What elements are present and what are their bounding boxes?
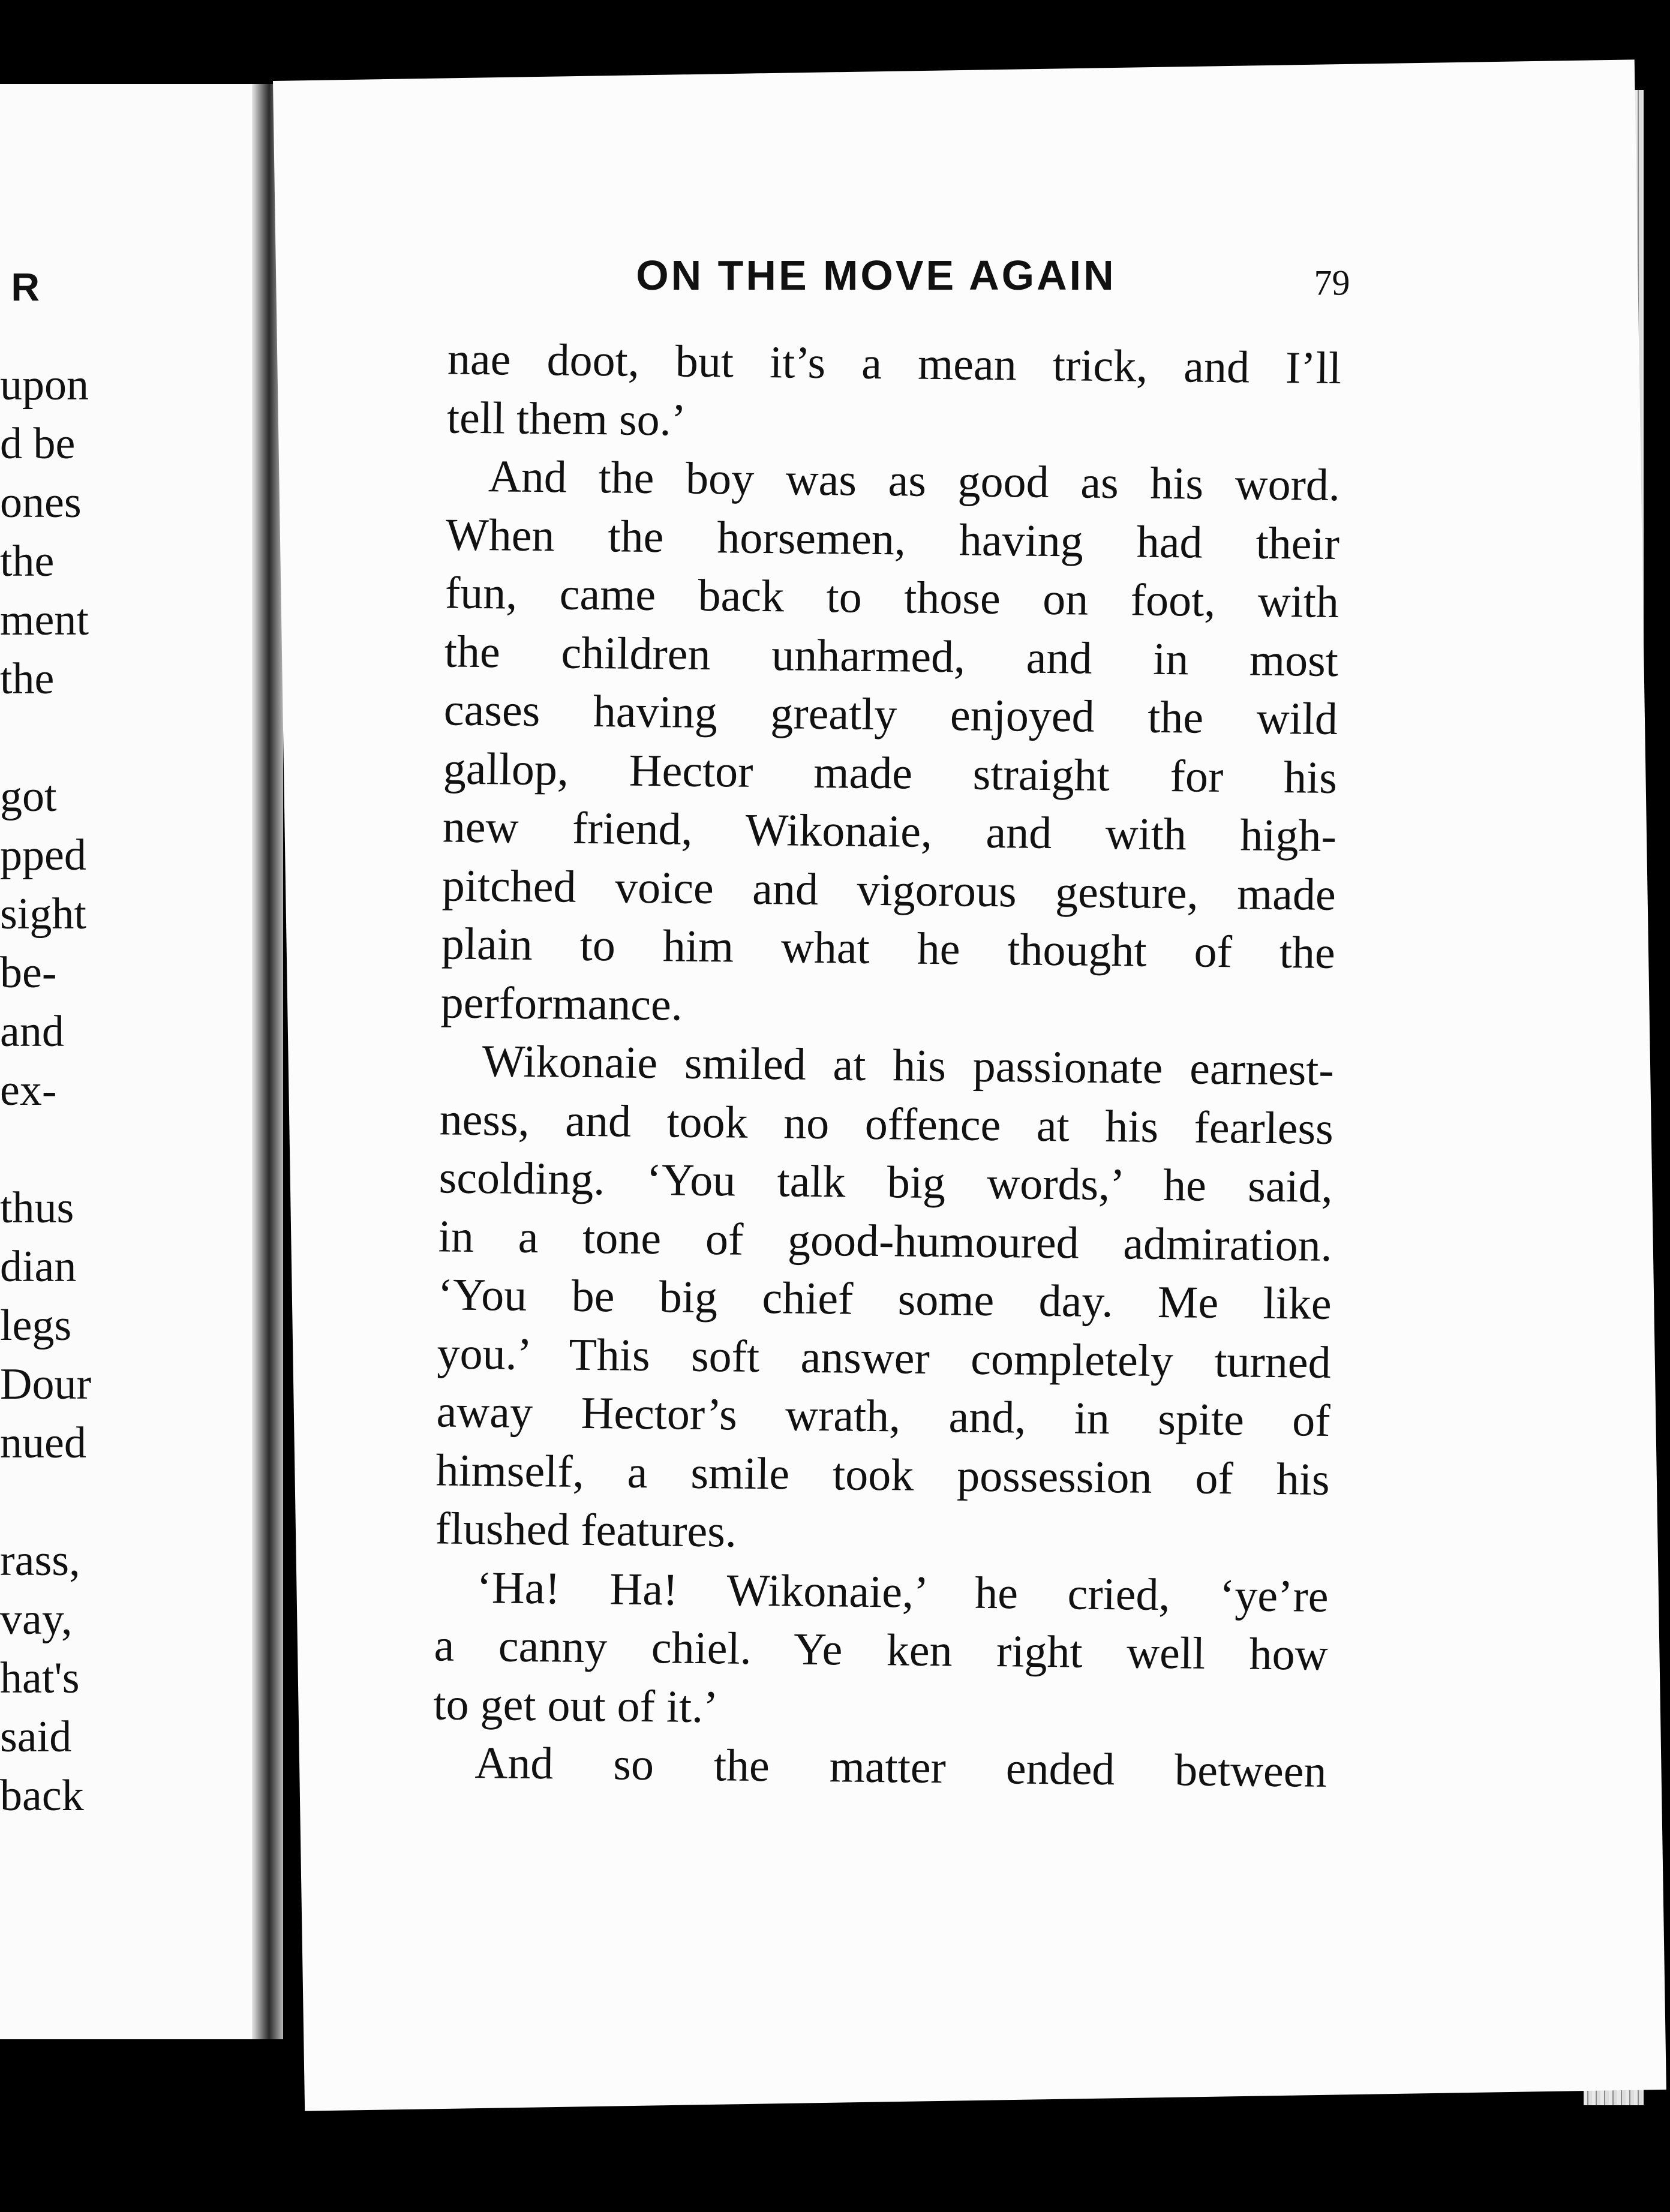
- left-page: [0, 84, 264, 2039]
- left-text-fragment: ones: [0, 478, 82, 527]
- left-text-fragment: upon: [0, 360, 89, 410]
- left-text-fragment: got: [0, 772, 57, 821]
- page-number: 79: [1314, 263, 1350, 303]
- text-line: in a tone of good-humoured admiration.: [438, 1210, 1333, 1271]
- text-line: pitched voice and vigorous gesture, made: [441, 859, 1336, 920]
- left-text-fragment: ment: [0, 596, 89, 645]
- text-line: ‘Ha! Ha! Wikonaie,’ he cried, ‘ye’re: [476, 1562, 1329, 1622]
- text-line: Wikonaie smiled at his passionate earnest-: [482, 1036, 1335, 1096]
- text-line: himself, a smile took possession of his: [435, 1444, 1330, 1505]
- text-line: And so the matter ended between: [474, 1738, 1327, 1797]
- body-text: [432, 330, 1341, 1801]
- left-text-fragment: d be: [0, 419, 76, 468]
- right-page: [273, 59, 1666, 2111]
- text-line: away Hector’s wrath, and, in spite of: [436, 1386, 1331, 1446]
- text-line: ‘You be big chief some day. Me like: [437, 1269, 1332, 1329]
- left-text-fragment: be-: [0, 948, 57, 997]
- text-line: gallop, Hector made straight for his: [443, 743, 1338, 803]
- text-line: And the boy was as good as his word.: [488, 451, 1341, 511]
- text-line: new friend, Wikonaie, and with high-: [442, 801, 1337, 862]
- text-line: you.’ This soft answer completely turned: [437, 1327, 1332, 1388]
- text-line: cases having greatly enjoyed the wild: [443, 684, 1338, 745]
- left-text-fragment: the: [0, 654, 55, 704]
- left-text-fragment: pped: [0, 831, 86, 880]
- left-text-fragment: sight: [0, 889, 86, 939]
- text-line: plain to him what he thought of the: [441, 918, 1336, 979]
- left-text-fragment: Dour: [0, 1360, 92, 1409]
- text-line: When the horsemen, having had their: [445, 509, 1340, 569]
- left-text-fragment: thus: [0, 1183, 74, 1233]
- running-head: ON THE MOVE AGAIN: [636, 252, 1116, 299]
- text-line: fun, came back to those on foot, with: [444, 567, 1339, 628]
- text-line: scolding. ‘You talk big words,’ he said,: [438, 1152, 1333, 1212]
- left-running-head-fragment: R: [11, 265, 41, 309]
- left-text-fragment: hat's: [0, 1654, 80, 1703]
- left-text-fragment: said: [0, 1712, 72, 1762]
- text-line: performance.: [440, 976, 683, 1030]
- left-text-fragment: and: [0, 1007, 64, 1056]
- text-line: tell them so.’: [446, 392, 687, 446]
- text-line: nae doot, but it’s a mean trick, and I’ll: [447, 333, 1342, 394]
- left-text-fragment: back: [0, 1771, 84, 1820]
- left-text-fragment: vay,: [0, 1595, 73, 1644]
- text-line: ness, and took no offence at his fearless: [439, 1093, 1334, 1154]
- left-text-fragment: legs: [0, 1301, 72, 1350]
- text-line: flushed features.: [435, 1503, 737, 1557]
- left-text-fragment: rass,: [0, 1536, 80, 1585]
- text-line: to get out of it.’: [433, 1678, 719, 1732]
- left-text-fragment: nued: [0, 1418, 86, 1468]
- left-text-fragment: ex-: [0, 1066, 57, 1115]
- text-line: a canny chiel. Ye ken right well how: [434, 1620, 1328, 1680]
- text-line: the children unharmed, and in most: [444, 626, 1339, 686]
- left-text-fragment: the: [0, 537, 55, 586]
- left-text-fragment: dian: [0, 1242, 77, 1291]
